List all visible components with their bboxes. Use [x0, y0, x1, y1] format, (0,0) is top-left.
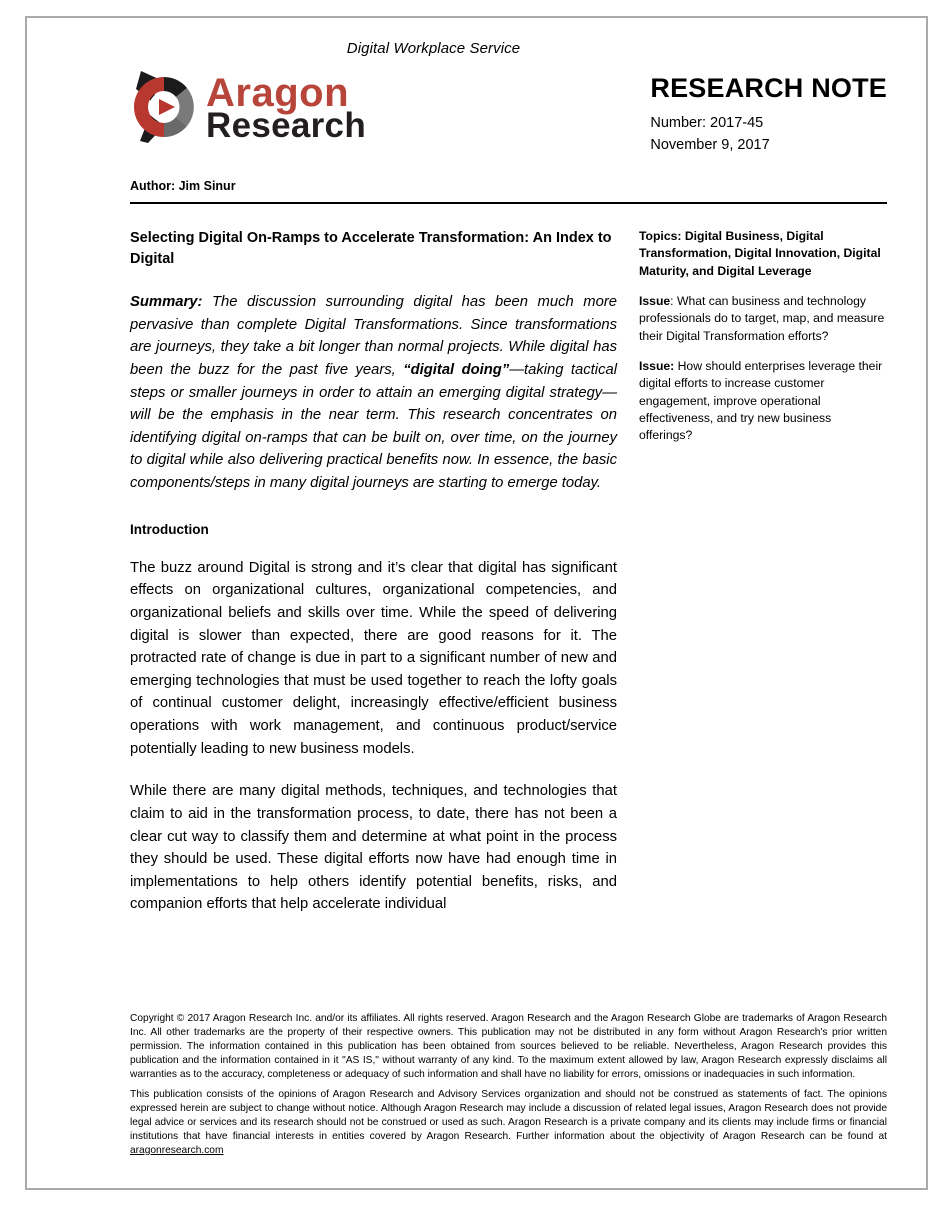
page-content: [130, 32, 887, 916]
issue-1-label: Issue: [639, 293, 671, 308]
issue-2-value: How should enterprises leverage their digital efforts to increase customer engagement, improve operational effectiveness, and try new business offerings?: [639, 358, 883, 443]
header-divider: [130, 202, 887, 204]
disclaimer-paragraph: [130, 1088, 887, 1158]
summary-label: Summary:: [130, 294, 203, 311]
header-right-block: [650, 69, 887, 157]
document-type-title: RESEARCH NOTE: [650, 73, 887, 103]
summary-paragraph: [130, 291, 617, 495]
issue-2-label: Issue:: [639, 358, 675, 373]
masthead: [130, 69, 887, 155]
document-date: November 9, 2017: [650, 137, 770, 154]
sidebar: [639, 228, 887, 916]
issue-1-value: : What can business and technology professionals do to target, map, and measure their Digital Transformation efforts?: [639, 293, 885, 343]
sidebar-issue-2: [639, 358, 887, 445]
service-line: Digital Workplace Service: [346, 40, 521, 57]
disclaimer-text: This publication consists of the opinions of Aragon Research and Advisory Services organization and should not be construed as statements of fact. The opinions expressed herein are subject to change without notice. Although Aragon Research may include a discussion of related legal issues, Aragon Research does not provide legal advice or services and its research should not be construed or used as such. Aragon Research is a private company and its clients may include firms or financial institutions that have financial interests in entities covered by Aragon Research. Further information about the objectivity of Aragon Research can be found at: [130, 1088, 887, 1142]
logo-wordmark: [206, 70, 367, 145]
aragon-research-logo: [130, 69, 366, 145]
copyright-paragraph: Copyright © 2017 Aragon Research Inc. and/or its affiliates. All rights reserved. Aragon Research and the Aragon Research Globe are trademarks of Aragon Research Inc. All other trademarks are the property of their respective owners. This publication may not be distributed in any form without Aragon Research's prior written permission. The information contained in this publication has been obtained from sources believed to be reliable. Nevertheless, Aragon Research provides this publication and the information contained in it "AS IS," without warranty of any kind. To the maximum extent allowed by law, Aragon Research expressly disclaims all warranties as to the accuracy, completeness or adequacy of such information and shall have no liability for errors, omissions or inadequacies in such information.: [130, 1013, 887, 1080]
page-frame: [25, 16, 928, 1190]
column-gap: [617, 228, 639, 916]
footer-legal: [130, 1012, 887, 1158]
topics-value: Digital Business, Digital Transformation, Digital Innovation, Digital Maturity, and Digital Leverage: [639, 229, 881, 278]
logo-word-aragon: Aragon: [206, 70, 349, 115]
intro-paragraph-2: While there are many digital methods, techniques, and technologies that claim to aid in the transformation process, to date, there has not been a clear cut way to classify them and determine at what point in the process they should be used. These digital efforts now have had enough time in implementations to help others identify potential benefits, risks, and companion efforts that help accelerate individual: [130, 783, 617, 913]
aragonresearch-link[interactable]: aragonresearch.com: [130, 1144, 224, 1156]
author-line: Author: Jim Sinur: [130, 179, 236, 193]
summary-text-part2: —taking tactical steps or smaller journeys in order to attain an emerging digital strategy—will be the emphasis in the near term. This research concentrates on identifying digital on-ramps that can be built on, over time, on the journey to digital while also delivering practical benefits now. In essence, the basic components/steps in many digital journeys are starting to emerge today.: [130, 361, 617, 492]
intro-paragraph-1: The buzz around Digital is strong and it’s clear that digital has significant effects on organizational cultures, organizational competencies, and organizational beliefs and skills over time. While the speed of delivering digital is slower than expected, there are good reasons for it. The protracted rate of change is due in part to a significant number of new and emerging technologies that must be used together to reach the lofty goals of continual customer delight, increasingly effective/efficient business operations with work management, and continuous product/service potentially leading to new business models.: [130, 559, 617, 757]
content-area: [130, 228, 887, 916]
section-heading-introduction: Introduction: [130, 521, 209, 537]
sidebar-issue-1: [639, 293, 887, 345]
main-column: [130, 228, 617, 916]
topics-label: Topics:: [639, 229, 682, 243]
sidebar-topics: [639, 228, 887, 280]
document-number: Number: 2017-45: [650, 115, 764, 131]
summary-emphasis: “digital doing”: [403, 361, 510, 378]
summary-text-part1: The discussion surrounding digital has been much more pervasive than complete Digital Transformations. Since transformations are journeys, they take a bit longer than normal projects. While digital has been the buzz for the past five years,: [130, 294, 617, 378]
page-title: Selecting Digital On-Ramps to Accelerate Transformation: An Index to Digital: [130, 230, 612, 268]
aragon-globe-icon: [130, 69, 198, 145]
logo-word-research: Research: [206, 105, 367, 145]
